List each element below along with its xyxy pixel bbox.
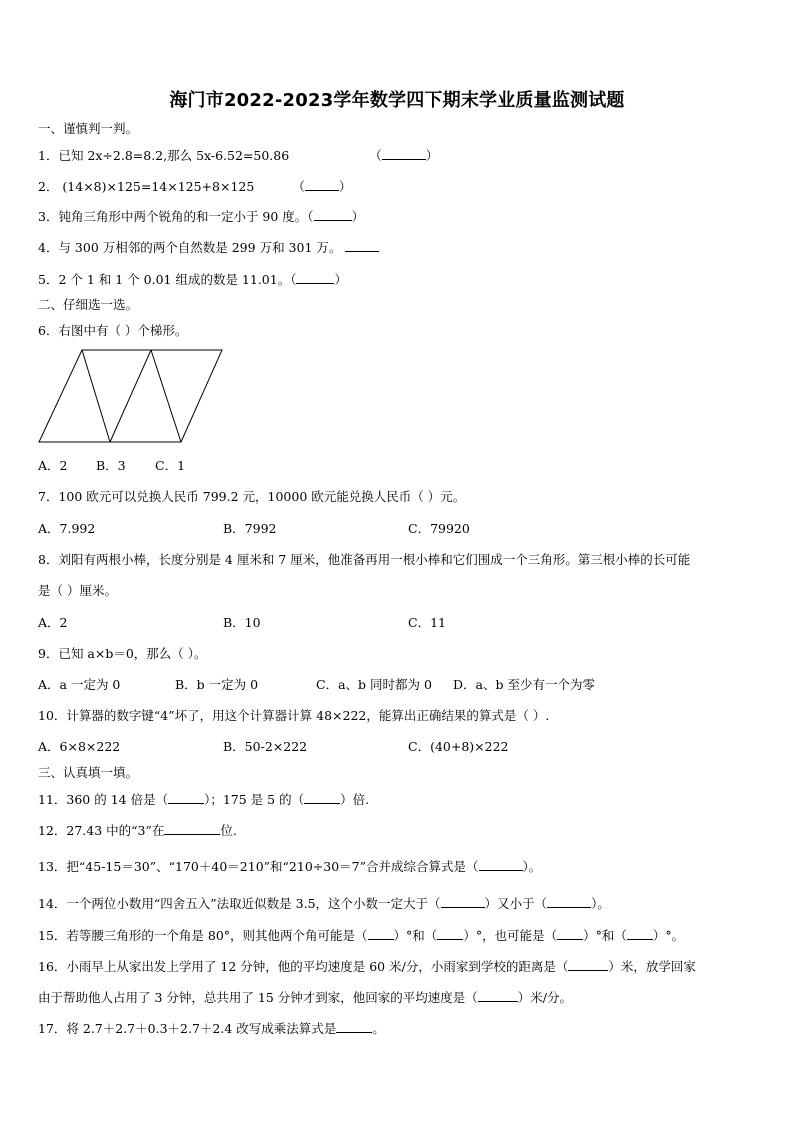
q16-text-c: 由于帮助他人占用了 3 分钟，总共用了 15 分钟才到家，他回家的平均速度是（ xyxy=(38,990,478,1005)
q3-text: 3．钝角三角形中两个锐角的和一定小于 90 度。（ xyxy=(38,209,314,224)
question-1 xyxy=(38,147,438,164)
question-5 xyxy=(38,271,347,288)
q14-text-b: ）又小于（ xyxy=(484,896,548,911)
q15-blank-1[interactable] xyxy=(368,927,394,940)
q10-option-b[interactable]: B．50-2×222 xyxy=(223,739,308,754)
q15-blank-4[interactable] xyxy=(627,927,653,940)
question-12 xyxy=(38,822,237,839)
q9-option-d[interactable]: D．a、b 至少有一个为零 xyxy=(453,677,595,692)
question-17 xyxy=(38,1020,385,1037)
q7-option-b[interactable]: B．7992 xyxy=(223,521,277,536)
q6-option-b[interactable]: B．3 xyxy=(96,458,126,473)
q16-blank-2[interactable] xyxy=(478,989,518,1002)
q10-option-a[interactable]: A．6×8×222 xyxy=(38,739,121,754)
q14-blank-2[interactable] xyxy=(547,895,591,908)
q11-blank-1[interactable] xyxy=(168,791,204,804)
q3-paren-close: ） xyxy=(351,209,365,224)
section-heading-judge: 一、谨慎判一判。 xyxy=(38,121,139,136)
q12-text-b: 位. xyxy=(220,823,237,838)
section-heading-choose: 二、仔细选一选。 xyxy=(38,297,139,312)
q4-text: 4．与 300 万相邻的两个自然数是 299 万和 301 万。 xyxy=(38,240,342,255)
q6-option-c[interactable]: C．1 xyxy=(155,458,186,473)
question-3 xyxy=(38,208,364,225)
question-7: 7．100 欧元可以兑换人民币 799.2 元，10000 欧元能兑换人民币（ ）元。 xyxy=(38,489,466,504)
q12-blank[interactable] xyxy=(164,822,220,835)
question-8-line-2: 是（ ）厘米。 xyxy=(38,583,117,598)
question-8-line-1: 8．刘阳有两根小棒，长度分别是 4 厘米和 7 厘米，他准备再用一根小棒和它们围成一个三角形。第三根小棒的长可能 xyxy=(38,552,691,567)
q8-option-a[interactable]: A．2 xyxy=(38,615,68,630)
q8-option-c[interactable]: C．11 xyxy=(408,615,446,630)
q15-text-c: ）°，也可能是（ xyxy=(463,928,558,943)
q1-answer-blank[interactable] xyxy=(382,147,426,160)
question-9: 9．已知 a×b＝0，那么（ ）。 xyxy=(38,646,207,661)
q11-blank-2[interactable] xyxy=(304,791,340,804)
q17-text-b: 。 xyxy=(372,1021,385,1036)
figure-diagonal-3 xyxy=(151,350,181,442)
q16-text-d: ）米/分。 xyxy=(517,990,572,1005)
q4-answer-blank[interactable] xyxy=(345,239,379,252)
q11-text-b: ）；175 是 5 的（ xyxy=(204,792,305,807)
question-2 xyxy=(38,178,351,195)
q12-text-a: 12．27.43 中的“3”在 xyxy=(38,823,165,838)
question-16-line-1 xyxy=(38,958,696,975)
q2-paren-open: （ xyxy=(292,179,305,194)
figure-diagonal-2 xyxy=(110,350,151,442)
q16-text-a: 16．小雨早上从家出发上学用了 12 分钟，他的平均速度是 60 米/分，小雨家到学校的距离是（ xyxy=(38,959,569,974)
q15-blank-2[interactable] xyxy=(437,927,463,940)
q11-text-a: 11．360 的 14 倍是（ xyxy=(38,792,169,807)
q15-text-d: ）°和（ xyxy=(583,928,627,943)
question-14 xyxy=(38,895,610,912)
q17-blank[interactable] xyxy=(336,1020,372,1033)
q1-text: 1．已知 2x÷2.8=8.2,那么 5x-6.52=50.86 xyxy=(38,148,290,163)
q15-text-b: ）°和（ xyxy=(393,928,438,943)
q6-option-a[interactable]: A．2 xyxy=(38,458,68,473)
q5-text: 5．2 个 1 和 1 个 0.01 组成的数是 11.01。（ xyxy=(38,272,297,287)
q2-paren-close: ） xyxy=(338,179,352,194)
trapezoid-figure xyxy=(38,348,224,444)
question-13 xyxy=(38,858,541,875)
page-title: 海门市2022-2023学年数学四下期末学业质量监测试题 xyxy=(169,90,625,111)
q2-text: 2． (14×8)×125=14×125+8×125 xyxy=(38,179,255,194)
q5-answer-blank[interactable] xyxy=(296,271,334,284)
q15-text-e: ）°。 xyxy=(652,928,685,943)
q1-paren-open: （ xyxy=(369,148,382,163)
q13-blank[interactable] xyxy=(479,858,523,871)
q8-option-b[interactable]: B．10 xyxy=(223,615,261,630)
q9-option-c[interactable]: C．a、b 同时都为 0 xyxy=(316,677,432,692)
q17-text-a: 17．将 2.7＋2.7＋0.3＋2.7＋2.4 改写成乘法算式是 xyxy=(38,1021,337,1036)
q7-option-a[interactable]: A．7.992 xyxy=(38,521,96,536)
q13-text-a: 13．把“45-15＝30”、“170＋40＝210”和“210÷30＝7”合并成综合算式是（ xyxy=(38,859,479,874)
q7-option-c[interactable]: C．79920 xyxy=(408,521,470,536)
q14-text-c: ）。 xyxy=(591,896,610,911)
q16-text-b: ）米，放学回家 xyxy=(608,959,696,974)
question-15 xyxy=(38,927,684,944)
q16-blank-1[interactable] xyxy=(568,958,608,971)
q3-answer-blank[interactable] xyxy=(314,208,352,221)
q5-paren-close: ） xyxy=(334,272,347,287)
question-10: 10．计算器的数字键“4”坏了，用这个计算器计算 48×222，能算出正确结果的算式是（ ）. xyxy=(38,708,550,723)
question-16-line-2 xyxy=(38,989,572,1006)
figure-diagonal-1 xyxy=(82,350,110,442)
q10-option-c[interactable]: C．(40+8)×222 xyxy=(408,739,509,754)
q13-text-b: ）。 xyxy=(522,859,542,874)
q9-option-b[interactable]: B．b 一定为 0 xyxy=(175,677,259,692)
q14-text-a: 14．一个两位小数用“四舍五入”法取近似数是 3.5，这个小数一定大于（ xyxy=(38,896,441,911)
q15-text-a: 15．若等腰三角形的一个角是 80°，则其他两个角可能是（ xyxy=(38,928,368,943)
question-4 xyxy=(38,239,379,256)
question-6: 6．右图中有（ ）个梯形。 xyxy=(38,323,188,338)
q15-blank-3[interactable] xyxy=(557,927,583,940)
q9-option-a[interactable]: A．a 一定为 0 xyxy=(38,677,121,692)
question-11 xyxy=(38,791,369,808)
q11-text-c: ）倍. xyxy=(340,792,370,807)
q14-blank-1[interactable] xyxy=(441,895,485,908)
q1-paren-close: ） xyxy=(425,148,439,163)
section-heading-fill: 三、认真填一填。 xyxy=(38,765,139,780)
q2-answer-blank[interactable] xyxy=(305,178,339,191)
